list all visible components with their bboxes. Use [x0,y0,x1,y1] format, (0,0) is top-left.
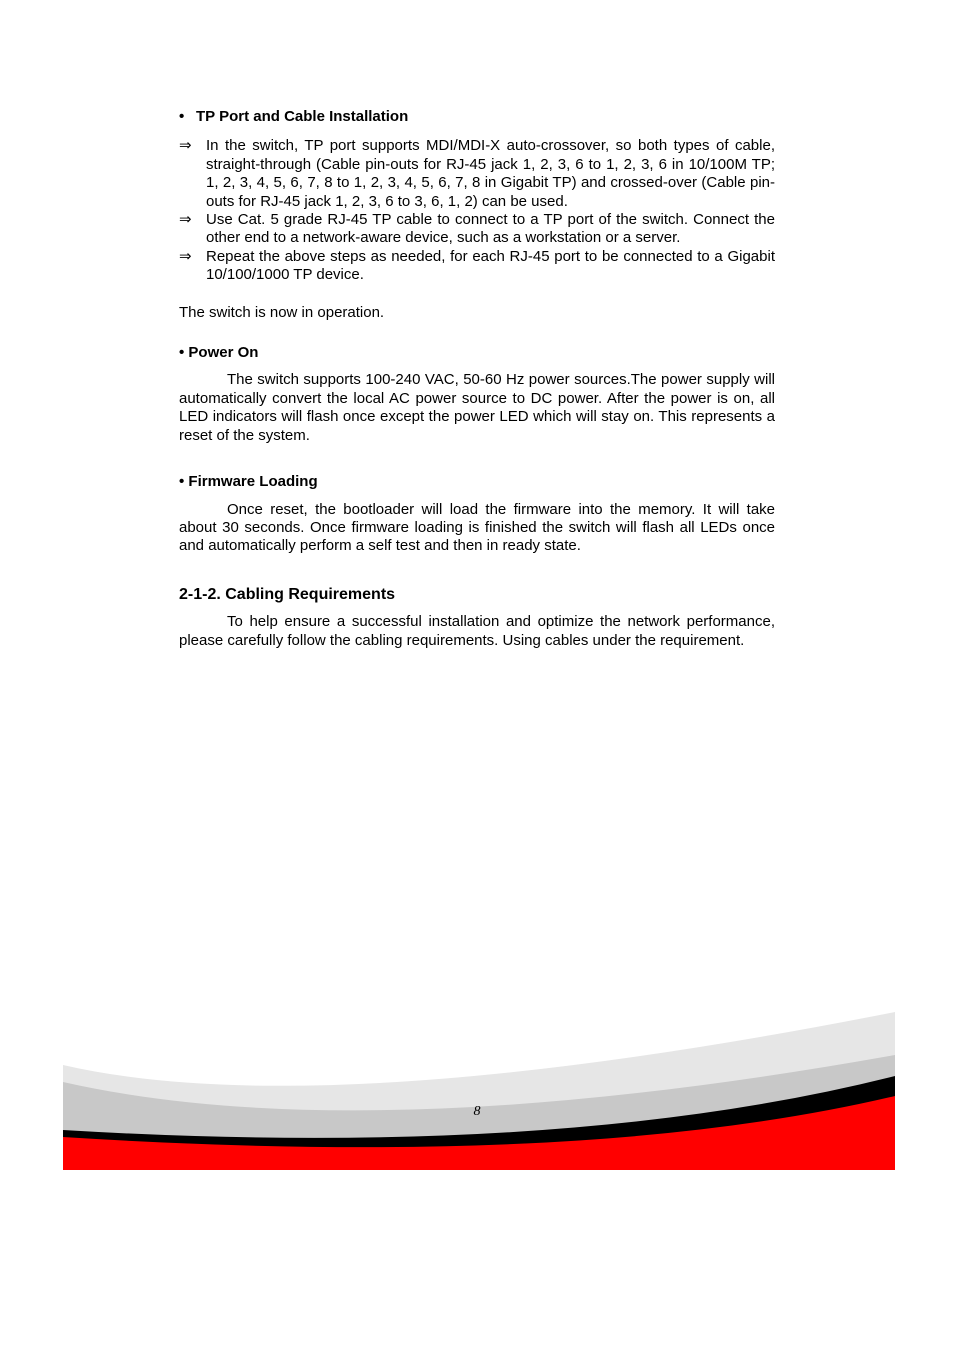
step-text: Use Cat. 5 grade RJ-45 TP cable to connect to a TP port of the switch. Connect the other end to a network-aware device, such as a workstation or a server. [206,211,775,247]
page-content [179,108,775,650]
operation-status: The switch is now in operation. [179,303,385,321]
step-text: Repeat the above steps as needed, for each RJ-45 port to be connected to a Gigabit 10/100/1000 TP device. [206,247,775,284]
tp-heading-bullet: • [179,108,185,125]
tp-heading [179,108,775,126]
list-item [179,248,775,285]
tp-steps-list [179,137,775,284]
firmware-heading: • Firmware Loading [179,473,318,491]
footer-swoosh [63,1000,895,1170]
power-on-body: The switch supports 100-240 VAC, 50-60 Hz power sources.The power supply will automatically convert the local AC power source to DC power. After the power is on, all LED indicators will flash once except the power LED which will stay on. This represents a reset of the system. [179,371,775,444]
arrow-icon: ⇒ [179,137,192,155]
list-item [179,211,775,248]
tp-heading-text: TP Port and Cable Installation [196,108,409,125]
firmware-body: Once reset, the bootloader will load the firmware into the memory. It will take about 30 seconds. Once firmware loading is finished the switch will flash all LEDs once and automatically perform a self test and then in ready state. [179,500,775,555]
cabling-heading: 2-1-2. Cabling Requirements [179,585,396,603]
arrow-icon: ⇒ [179,211,192,229]
arrow-icon: ⇒ [179,247,192,265]
page-number: 8 [473,1104,481,1119]
cabling-body: To help ensure a successful installation and optimize the network performance, please carefully follow the cabling requirements. Using cables under the requirement. [179,613,775,649]
power-on-heading: • Power On [179,344,259,362]
step-text: In the switch, TP port supports MDI/MDI-X auto-crossover, so both types of cable, straight-through (Cable pin-outs for RJ-45 jack 1, 2, 3, 6 to 1, 2, 3, 6 in 10/100M TP; 1, 2, 3, 4, 5, 6, 7, 8 to 1, 2, 3, 4, 5, 6, 7, 8 in Gigabit TP) and crossed-over (Cable pin-outs for RJ-45 jack 1, 2, 3, 6 to 3, 6, 1, 2) can be used. [206,137,775,210]
list-item [179,137,775,211]
